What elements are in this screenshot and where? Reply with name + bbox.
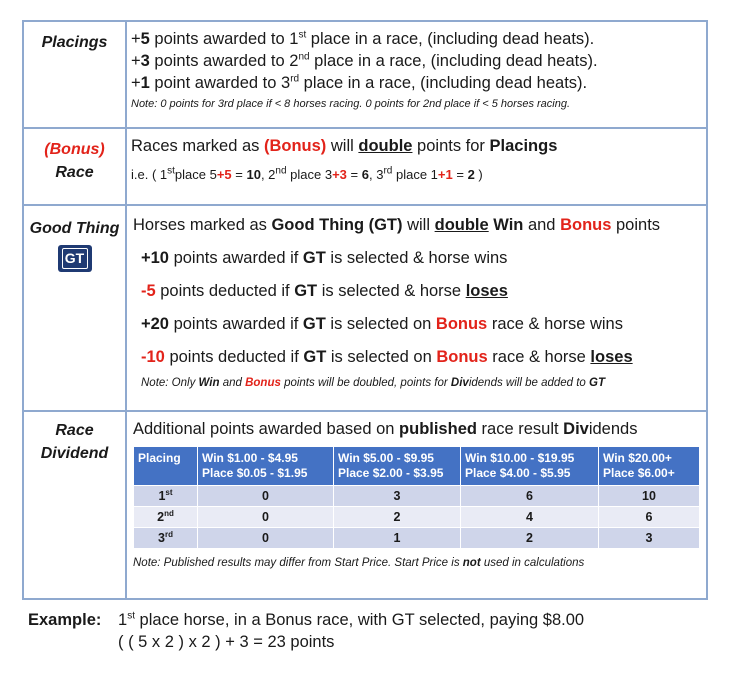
ordinal-suffix: st: [127, 610, 135, 622]
bonus-content: [126, 128, 707, 205]
note-text: idends will be added to: [468, 377, 590, 389]
rules-table: [22, 20, 708, 600]
line-text: points deducted if: [164, 348, 304, 366]
header-range-4: Win $20.00+ Place $6.00+: [599, 447, 700, 486]
dividend-table: [133, 446, 700, 549]
line-text: ): [474, 167, 483, 182]
line-text: place horse, in a Bonus race, with GT selected, paying $8.00: [134, 611, 585, 629]
good-thing-row: [23, 205, 707, 411]
line-text: race & horse: [487, 348, 591, 366]
bonus-total: 10: [246, 167, 261, 182]
gt-term: GT: [302, 315, 326, 333]
placing-cell: 3rd: [134, 528, 198, 549]
line-text: place in a race, (including dead heats).: [306, 30, 595, 48]
plus-sign: +: [131, 74, 141, 92]
value-cell: 0: [198, 528, 334, 549]
bonus-example-line: [127, 165, 706, 185]
value-cell: 2: [461, 528, 599, 549]
note-text: points will be doubled, points for: [280, 377, 451, 389]
value-cell: 1: [334, 528, 461, 549]
dividend-line-1: [133, 418, 700, 440]
line-text: points awarded if: [169, 315, 303, 333]
win-word: Win: [493, 216, 524, 234]
bonus-add: +1: [437, 167, 453, 182]
published-word: published: [399, 420, 477, 438]
bonus-label-cell: [23, 128, 126, 205]
bonus-add: +5: [216, 167, 232, 182]
points-value: +10: [141, 249, 169, 267]
note-text: Note: Only: [141, 377, 199, 389]
line-text: points awarded if: [169, 249, 303, 267]
line-text: points awarded to 2: [149, 52, 299, 70]
gt-line-3: [133, 313, 706, 335]
points-value: 1: [140, 74, 150, 92]
line-text: place in a race, (including dead heats).: [309, 52, 598, 70]
value-cell: 4: [461, 507, 599, 528]
gt-term: GT: [589, 377, 606, 389]
line-text: idends: [588, 420, 638, 438]
header-range-2: Win $5.00 - $9.95 Place $2.00 - $3.95: [334, 447, 461, 486]
placings-note: Note: 0 points for 3rd place if < 8 horses racing. 0 points for 2nd place if < 5 horses racing.: [131, 98, 571, 110]
value-cell: 6: [461, 486, 599, 507]
line-text: points for: [412, 137, 490, 155]
placings-row: [23, 21, 707, 128]
dividend-label-cell: [23, 411, 126, 599]
example-label: Example:: [28, 611, 102, 629]
points-value: -10: [141, 348, 165, 366]
value-cell: 2: [334, 507, 461, 528]
loses-word: loses: [590, 348, 633, 366]
line-text: Additional points awarded based on: [133, 420, 400, 438]
line-text: place 5: [174, 167, 217, 182]
ordinal-suffix: st: [298, 29, 307, 41]
placings-line-1: [127, 28, 706, 50]
placings-line-2: [127, 50, 706, 72]
bonus-line-1: [127, 135, 706, 157]
line-text: points deducted if: [155, 282, 295, 300]
gt-badge-text: GT: [62, 248, 88, 269]
value-cell: 10: [599, 486, 700, 507]
dividend-label-2: Dividend: [40, 445, 109, 462]
example-line-1: [28, 609, 584, 631]
gt-line-0: [133, 214, 706, 236]
div-word: Div: [450, 377, 469, 389]
header-placing: Placing: [134, 447, 198, 486]
loses-word: loses: [465, 282, 508, 300]
line-text: place 3: [286, 167, 333, 182]
line-text: place in a race, (including dead heats).: [299, 74, 588, 92]
line-text: will: [402, 216, 435, 234]
plus-sign: +: [131, 30, 141, 48]
value-cell: 6: [599, 507, 700, 528]
line-text: will: [326, 137, 359, 155]
points-value: 5: [140, 30, 150, 48]
bonus-word: Bonus: [435, 315, 488, 333]
ordinal-suffix: rd: [290, 73, 300, 85]
gt-term: GT: [294, 282, 318, 300]
line-text: and: [523, 216, 561, 234]
placing-cell: 2nd: [134, 507, 198, 528]
race-label: Race: [55, 164, 94, 181]
double-word: double: [358, 137, 413, 155]
ordinal-suffix: rd: [383, 165, 393, 177]
points-value: +20: [141, 315, 169, 333]
line-text: is selected on: [325, 315, 436, 333]
points-value: 3: [140, 52, 150, 70]
not-word: not: [462, 557, 481, 569]
line-text: 1: [118, 611, 128, 629]
header-range-1: Win $1.00 - $4.95 Place $0.05 - $1.95: [198, 447, 334, 486]
table-row: [134, 528, 700, 549]
bonus-label: (Bonus): [44, 141, 105, 158]
line-text: Horses marked as: [133, 216, 272, 234]
example-line-2: ( ( 5 x 2 ) x 2 ) + 3 = 23 points: [118, 633, 335, 651]
gt-badge-icon: [58, 245, 92, 272]
line-text: Races marked as: [131, 137, 264, 155]
line-text: place 1: [392, 167, 438, 182]
line-text: is selected on: [326, 348, 437, 366]
good-thing-label-cell: [23, 205, 126, 411]
double-word: double: [434, 216, 489, 234]
gt-line-1: [133, 247, 706, 269]
gt-term: GT: [303, 348, 327, 366]
placings-label: Placings: [41, 34, 108, 51]
placings-content: [126, 21, 707, 128]
note-text: and: [219, 377, 246, 389]
dividend-label-1: Race: [55, 422, 94, 439]
bonus-total: 6: [361, 167, 369, 182]
line-text: =: [346, 167, 362, 182]
points-value: -5: [141, 282, 156, 300]
placings-word: Placings: [489, 137, 558, 155]
table-row: [134, 486, 700, 507]
line-text: race result: [476, 420, 564, 438]
bonus-total: 2: [467, 167, 475, 182]
bonus-word: Bonus: [560, 216, 612, 234]
line-text: =: [231, 167, 247, 182]
gt-line-4: [133, 346, 706, 368]
bonus-add: +3: [332, 167, 347, 182]
dividend-note: [133, 555, 700, 572]
bonus-word: Bonus: [436, 348, 488, 366]
placings-label-cell: [23, 21, 126, 128]
good-thing-label: Good Thing: [29, 220, 120, 237]
line-text: point awarded to 3: [149, 74, 291, 92]
ordinal-suffix: nd: [275, 165, 287, 177]
good-thing-term: Good Thing (GT): [271, 216, 403, 234]
line-text: i.e. ( 1: [131, 167, 168, 182]
line-text: =: [452, 167, 468, 182]
table-row: [134, 507, 700, 528]
example-block: [28, 609, 584, 653]
placing-cell: 1st: [134, 486, 198, 507]
bonus-row: [23, 128, 707, 205]
line-text: , 3: [368, 167, 384, 182]
placings-line-3: [127, 72, 706, 94]
value-cell: 0: [198, 507, 334, 528]
value-cell: 0: [198, 486, 334, 507]
value-cell: 3: [334, 486, 461, 507]
ordinal-suffix: st: [167, 165, 175, 177]
ordinal-suffix: nd: [298, 51, 310, 63]
value-cell: 3: [599, 528, 700, 549]
dividend-row: [23, 411, 707, 599]
good-thing-content: [126, 205, 707, 411]
dividend-table-header: [134, 447, 700, 486]
dividend-content: [126, 411, 707, 599]
bonus-word: (Bonus): [263, 137, 327, 155]
note-text: Note: Published results may differ from Start Price. Start Price is: [133, 557, 463, 569]
bonus-word: Bonus: [245, 377, 281, 389]
line-text: race & horse wins: [487, 315, 623, 333]
win-word: Win: [198, 377, 220, 389]
line-text: is selected & horse: [317, 282, 466, 300]
line-text: points: [611, 216, 661, 234]
line-text: is selected & horse wins: [325, 249, 508, 267]
line-text: points awarded to 1: [149, 30, 299, 48]
gt-line-2: [133, 280, 706, 302]
plus-sign: +: [131, 52, 141, 70]
gt-note: [133, 375, 706, 392]
div-word: Div: [563, 420, 589, 438]
header-range-3: Win $10.00 - $19.95 Place $4.00 - $5.95: [461, 447, 599, 486]
line-text: , 2: [260, 167, 276, 182]
note-text: used in calculations: [480, 557, 585, 569]
gt-term: GT: [302, 249, 326, 267]
